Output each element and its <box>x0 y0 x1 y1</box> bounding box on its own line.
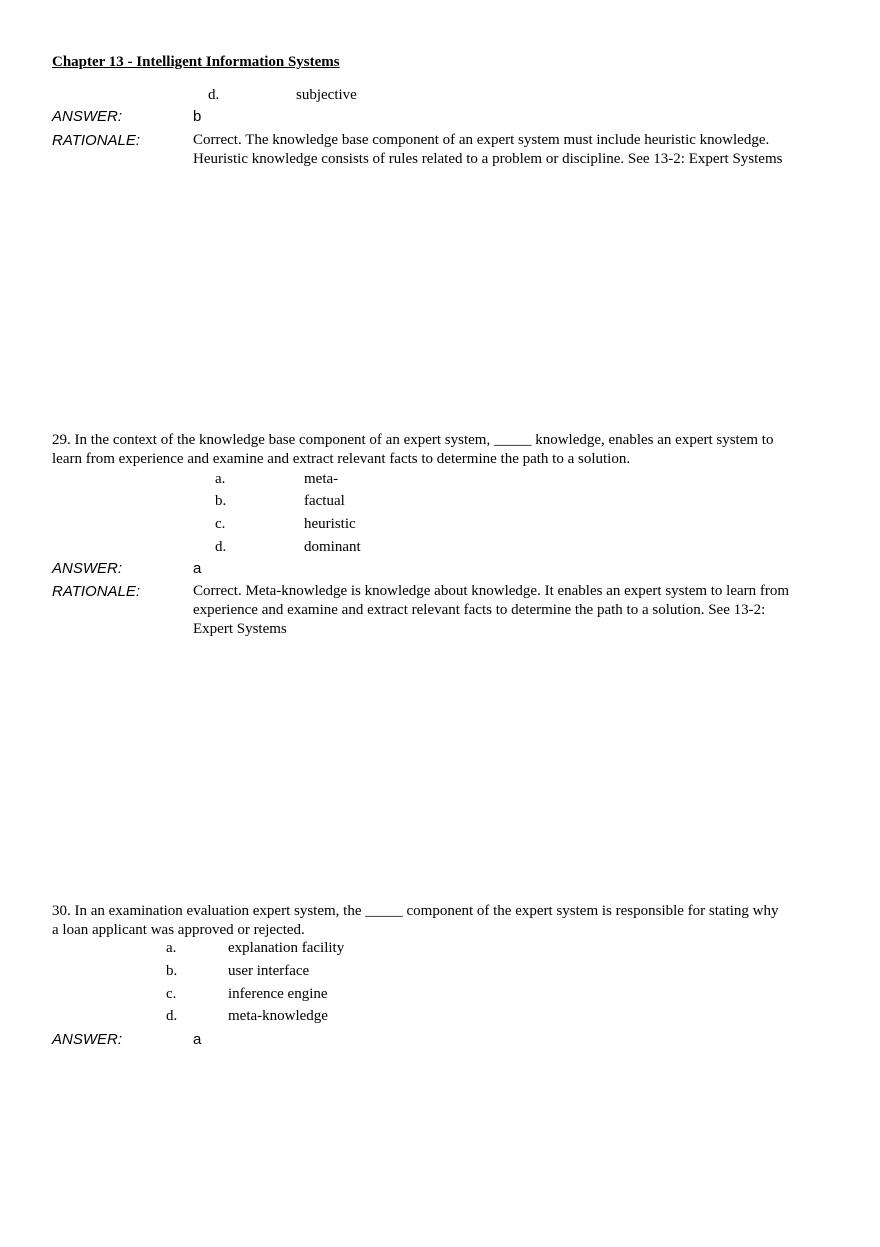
answer-value: a <box>193 1031 202 1048</box>
answer-label: ANSWER: <box>52 1031 123 1048</box>
answer-value: a <box>193 560 202 577</box>
option-letter: c. <box>166 986 177 1002</box>
option-letter: d. <box>166 1008 178 1024</box>
page-title: Chapter 13 - Intelligent Information Systems <box>52 54 340 70</box>
option-letter: c. <box>215 516 226 532</box>
option-letter: b. <box>166 963 178 979</box>
rationale-line: Expert Systems <box>193 621 287 637</box>
question-text-line: 30. In an examination evaluation expert system, the _____ component of the expert system is responsible for stating why <box>52 903 779 919</box>
option-letter: b. <box>215 493 227 509</box>
option-letter: a. <box>166 940 177 956</box>
option-text: factual <box>304 493 345 509</box>
option-letter: a. <box>215 471 226 487</box>
question-text-line: 29. In the context of the knowledge base component of an expert system, _____ knowledge, enables an expert system to <box>52 432 774 448</box>
option-text: user interface <box>228 963 310 979</box>
option-letter: d. <box>215 539 227 555</box>
option-text: dominant <box>304 539 361 555</box>
rationale-line: experience and examine and extract relevant facts to determine the path to a solution. See 13-2: <box>193 602 766 618</box>
rationale-line: Correct. Meta-knowledge is knowledge about knowledge. It enables an expert system to learn from <box>193 583 790 599</box>
answer-label: ANSWER: <box>52 108 123 125</box>
rationale-line: Correct. The knowledge base component of an expert system must include heuristic knowledge. <box>193 132 770 148</box>
rationale-line: Heuristic knowledge consists of rules related to a problem or discipline. See 13-2: Expert Systems <box>193 151 783 167</box>
rationale-label: RATIONALE: <box>52 583 141 600</box>
option-text: meta- <box>304 471 339 487</box>
option-text: subjective <box>296 87 357 103</box>
option-text: inference engine <box>228 986 328 1002</box>
answer-value: b <box>193 108 202 125</box>
rationale-label: RATIONALE: <box>52 132 141 149</box>
option-text: meta-knowledge <box>228 1008 328 1024</box>
answer-label: ANSWER: <box>52 560 123 577</box>
question-text-line: a loan applicant was approved or rejected. <box>52 922 305 938</box>
option-text: explanation facility <box>228 940 345 956</box>
question-text-line: learn from experience and examine and extract relevant facts to determine the path to a solution. <box>52 451 631 467</box>
option-letter: d. <box>208 87 220 103</box>
option-text: heuristic <box>304 516 356 532</box>
